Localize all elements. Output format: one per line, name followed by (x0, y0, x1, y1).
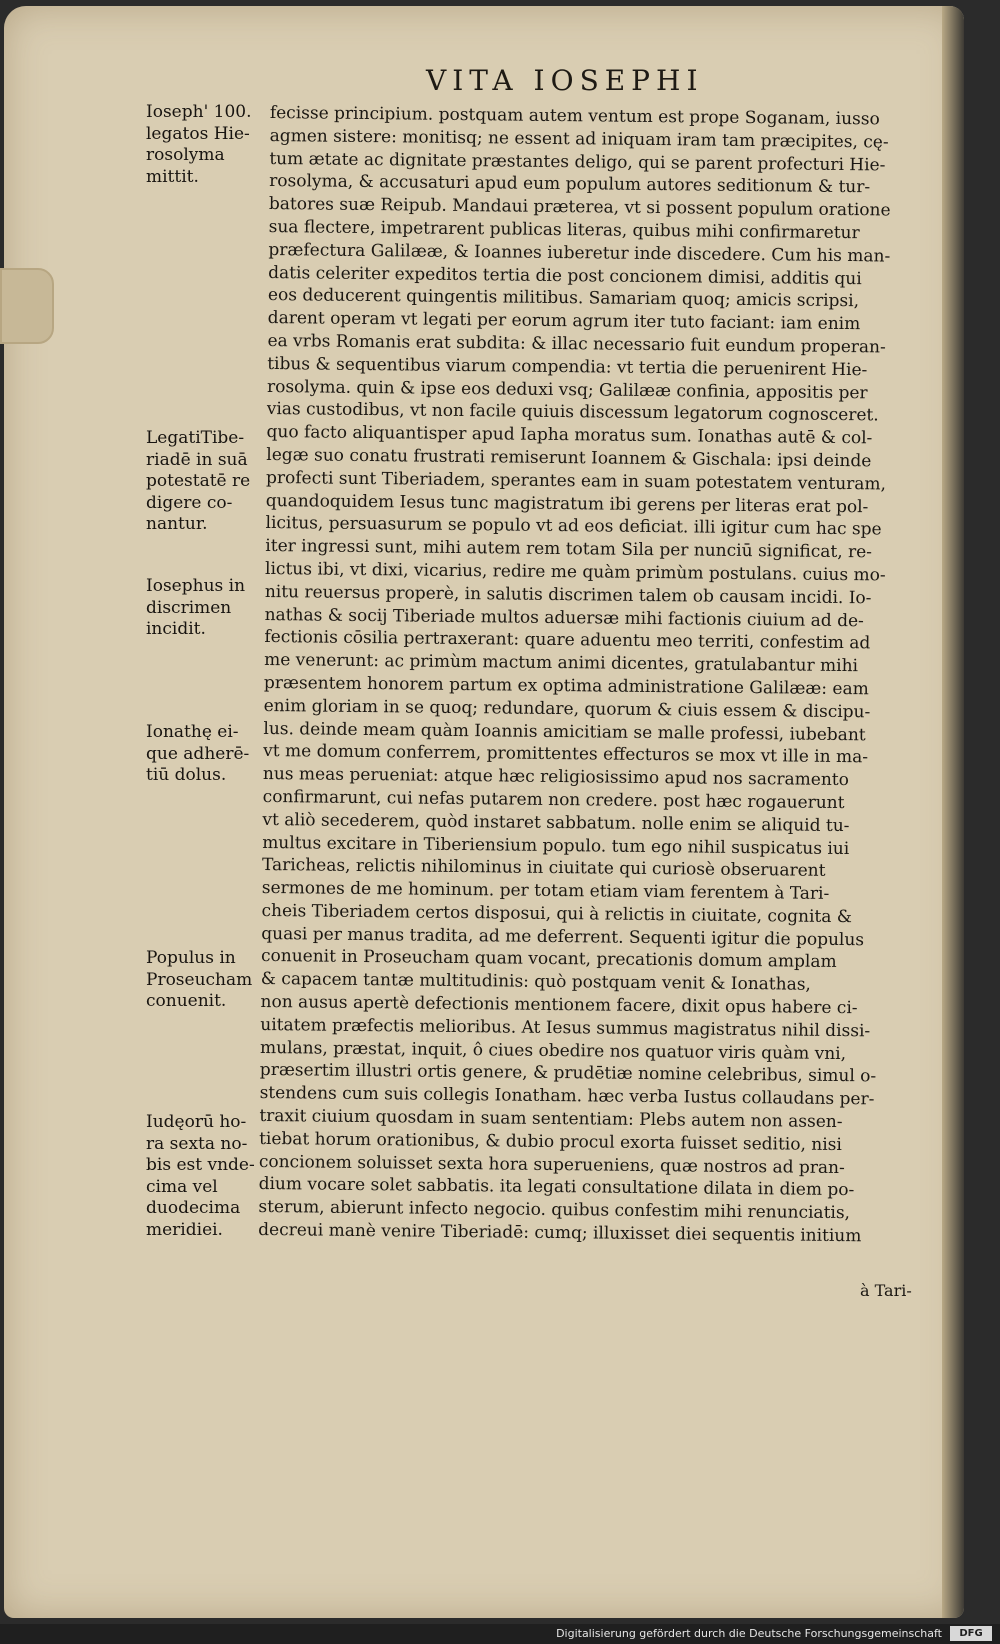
body-text (258, 102, 930, 1249)
page-tab-marker (0, 268, 54, 344)
margin-note: Iosephus in discrimen incidit. (146, 576, 246, 639)
body-line: confirmarunt, cui nefas putarem non credere. post hæc rogauerunt (262, 786, 845, 813)
body-line: cheis Tiberiadem certos disposui, qui à relictis in ciuitate, cognita & (261, 900, 853, 928)
funding-credit: Digitalisierung gefördert durch die Deutsche Forschungsgemeinschaft (556, 1627, 942, 1640)
body-line: me venerunt: ac primùm mactum animi dicentes, gratulabantur mihi (264, 650, 859, 677)
page-edge-shadow (942, 6, 964, 1618)
body-line: ea vrbs Romanis erat subdita: & illac necessario fuit eundum properan- (267, 330, 886, 358)
body-line: rosolyma, & accusaturi apud eum populum autores seditionum & tur- (269, 171, 871, 198)
body-line: fecisse principium. postquam autem ventum est prope Soganam, iusso (269, 102, 880, 130)
body-line: sua flectere, impetrarent publicas literas, quibus mihi confirmaretur (268, 216, 860, 244)
body-line: nitu reuersus properè, in salutis discrimen talem ob causam incidi. Io- (264, 581, 872, 609)
body-line: conuenit in Proseucham quam vocant, precationis domum amplam (260, 946, 837, 973)
body-line: licitus, persuasurum se populo vt ad eos deficiat. illi igitur cum hac spe (265, 513, 882, 540)
body-line: quo facto aliquantisper apud Iapha moratus sum. Ionathas autē & col- (266, 422, 873, 449)
body-line: lictus ibi, vt dixi, vicarius, redire me quàm primùm postulans. cuius mo- (265, 558, 886, 586)
body-line: præfectura Galilææ, & Ioannes iuberetur inde discedere. Cum his man- (268, 239, 891, 267)
catchword: à Tari- (860, 1281, 912, 1300)
running-head: VITA IOSEPHI (426, 64, 704, 97)
body-line: tum ætate ac dignitate præstantes deligo, qui se parent profecturi Hie- (269, 148, 886, 176)
book-page (4, 6, 964, 1618)
body-line: præsentem honorem partum ex optima administratione Galilææ: eam (263, 672, 869, 700)
body-line: quasi per manus tradita, ad me deferrent. Sequenti igitur die populus (261, 923, 865, 950)
body-line: eos deducerent quingentis militibus. Samariam quoq; amicis scripsi, (267, 285, 860, 312)
margin-note: Iudęorū ho- ra sexta no- bis est vnde- cima vel duodecima meridiei. (146, 1112, 255, 1240)
body-line: tiebat horum orationibus, & dubio procul exorta fuisset seditio, nisi (259, 1128, 842, 1155)
dfg-logo: DFG (950, 1626, 992, 1641)
body-line: lus. deinde meam quàm Ioannis amicitiam se malle professi, iubebant (263, 718, 866, 745)
body-line: multus excitare in Tiberiensium populo. tum ego nihil suspicatus iui (262, 832, 850, 859)
body-line: stendens cum suis collegis Ionatham. hæc verba Iustus collaudans per- (259, 1083, 875, 1110)
body-line: sermones de me hominum. per totam etiam viam ferentem à Tari- (261, 878, 830, 904)
body-line: darent operam vt legati per eorum agrum iter tuto faciant: iam enim (267, 308, 861, 335)
body-line: traxit ciuium quosdam in suam sententiam: Plebs autem non assen- (259, 1106, 843, 1133)
body-line: agmen sistere: monitisq; ne essent ad iniquam iram tam præcipites, cę- (269, 125, 889, 153)
body-line: concionem soluisset sexta hora superueniens, quæ nostros ad pran- (258, 1151, 845, 1178)
margin-note: LegatiTibe- riadē in suā potestatē re digere co- nantur. (146, 428, 251, 534)
margin-note: Ioseph' 100. legatos Hie- rosolyma mittit. (146, 102, 252, 187)
body-line: vt aliò secederem, quòd instaret sabbatum. nolle enim se aliquid tu- (262, 809, 850, 836)
body-line: datis celeriter expeditos tertia die post concionem dimisi, additis qui (268, 262, 862, 289)
body-line: quandoquidem Iesus tunc magistratum ibi gerens per literas erat pol- (265, 490, 869, 517)
margin-note: Populus in Proseucham conuenit. (146, 948, 253, 1011)
footer-bar (0, 1624, 1000, 1644)
body-line: non ausus apertè defectionis mentionem facere, dixit opus habere ci- (260, 992, 858, 1019)
body-line: nathas & socij Tiberiade multos aduersæ mihi factionis ciuium ad de- (264, 604, 864, 631)
body-line: nus meas perueniat: atque hæc religiosissimo apud nos sacramento (262, 764, 850, 791)
body-line: dium vocare solet sabbatis. ita legati consultatione dilata in diem po- (258, 1174, 855, 1201)
body-line: præsertim illustri ortis genere, & prudētiæ nomine celebribus, simul o- (259, 1060, 877, 1087)
body-line: batores suæ Reipub. Mandaui præterea, vt si possent populum oratione (268, 194, 891, 221)
body-line: fectionis cōsilia pertraxerant: quare aduentu meo territi, confestim ad (264, 627, 871, 654)
body-line: sterum, abierunt infecto negocio. quibus confestim mihi renunciatis, (258, 1197, 851, 1224)
body-line: vt me domum conferrem, promittentes effecturos se mox vt ille in ma- (263, 741, 869, 768)
body-line: rosolyma. quin & ipse eos deduxi vsq; Galilææ confinia, appositis per (266, 376, 868, 403)
body-line: legæ suo conatu frustrati remiserunt Ioannem & Gischala: ipsi deinde (266, 444, 872, 472)
body-line: & capacem tantæ multitudinis: quò postquam venit & Ionathas, (260, 969, 811, 995)
body-line: Taricheas, relictis nihilominus in ciuitate qui curiosè obseruarent (261, 855, 826, 882)
body-line: vias custodibus, vt non facile quiuis discessum legatorum cognosceret. (266, 399, 879, 426)
body-line: enim gloriam in se quoq; redundare, quorum & ciuis essem & discipu- (263, 695, 871, 723)
body-line: decreui manè venire Tiberiadē: cumq; illuxisset diei sequentis initium (258, 1219, 862, 1247)
margin-note: Ionathę ei- que adherē- tiū dolus. (146, 722, 250, 785)
body-line: profecti sunt Tiberiadem, sperantes eam in suam potestatem venturam, (265, 467, 887, 495)
body-line: tibus & sequentibus viarum compendia: vt tertia die peruenirent Hie- (267, 353, 868, 381)
body-line: mulans, præstat, inquit, ô ciues obedire nos quatuor viris quàm vni, (259, 1037, 847, 1064)
body-line: uitatem præfectis melioribus. At Iesus summus magistratus nihil dissi- (260, 1014, 871, 1042)
body-line: iter ingressi sunt, mihi autem rem totam Sila per nunciū significat, re- (265, 536, 873, 563)
